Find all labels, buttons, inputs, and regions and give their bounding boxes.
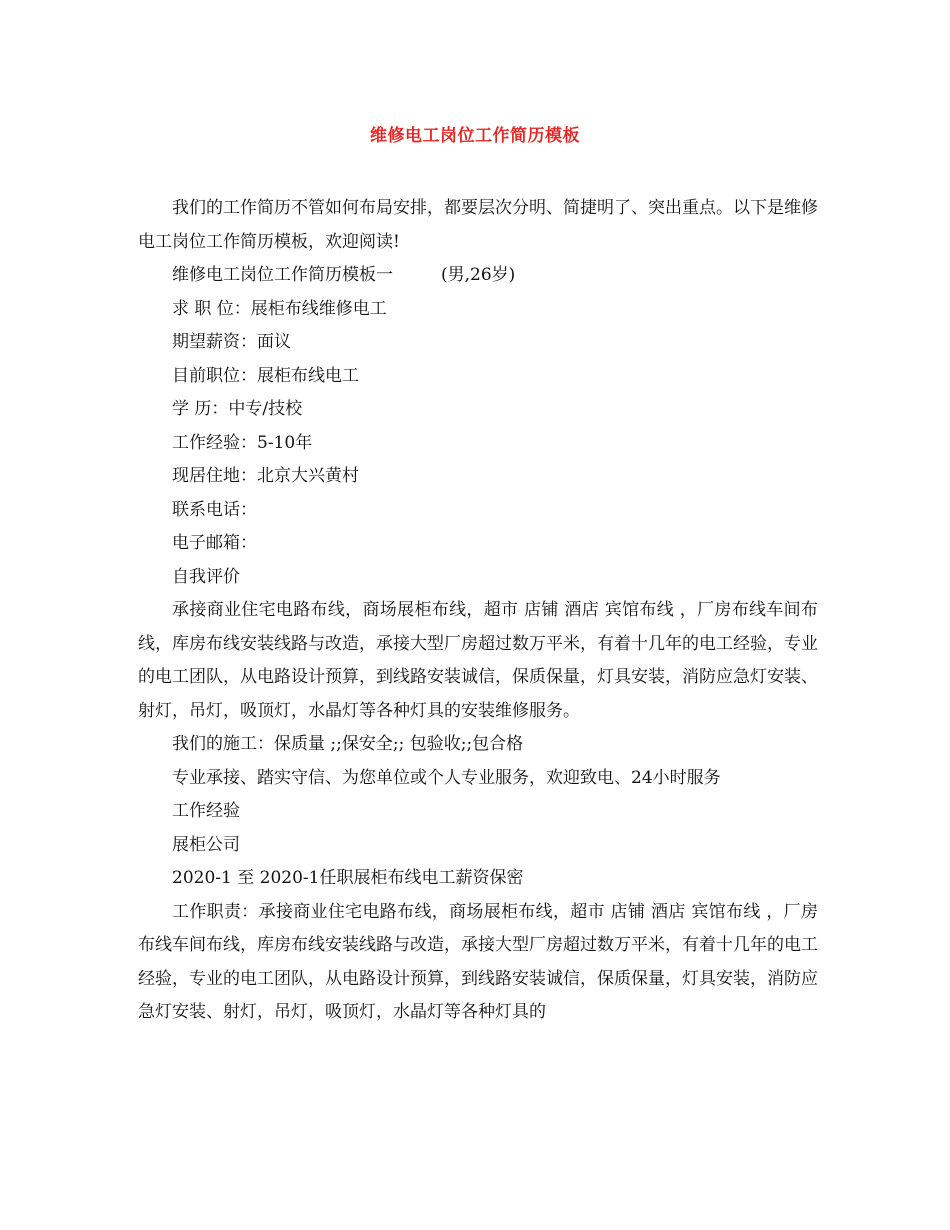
work-exp-heading: 工作经验	[172, 801, 240, 821]
tenure-line: 2020-1 至 2020-1任职展柜布线电工薪资保密	[172, 868, 524, 888]
self-eval-heading: 自我评价	[172, 566, 240, 587]
field-email: 电子邮箱：	[172, 533, 257, 553]
field-salary: 期望薪资：面议	[172, 332, 291, 352]
template-heading: 维修电工岗位工作简历模板一	[172, 265, 393, 285]
self-eval-paragraph: 承接商业住宅电路布线，商场展柜布线，超市 店铺 酒店 宾馆布线 ，厂房布线车间布线，库房布线安装线路与改造，承接大型厂房超过数万平米，有着十几年的电工经验，专业的电工团队，从电路设计预算，到线路安装诚信，保质保量，灯具安装，消防应急灯安装、射灯，吊灯，吸顶灯，水晶灯等各种灯具的安装维修服务。	[138, 600, 818, 721]
construction-line: 我们的施工：保质量 ;;保安全;; 包验收;;包合格	[172, 734, 524, 754]
intro-paragraph: 我们的工作简历不管如何布局安排，都要层次分明、简捷明了、突出重点。以下是维修电工岗位工作简历模板，欢迎阅读!	[138, 198, 818, 252]
template-gender-age: (男,26岁)	[441, 265, 516, 285]
company-name: 展柜公司	[172, 834, 240, 855]
field-education: 学 历：中专/技校	[172, 399, 303, 419]
document-title: 维修电工岗位工作简历模板	[370, 126, 580, 146]
field-current-position: 目前职位：展柜布线电工	[172, 365, 359, 386]
field-position: 求 职 位：展柜布线维修电工	[172, 298, 387, 319]
field-phone: 联系电话：	[172, 499, 257, 520]
service-line: 专业承接、踏实守信、为您单位或个人专业服务，欢迎致电、24小时服务	[172, 767, 721, 788]
field-residence: 现居住地：北京大兴黄村	[172, 466, 359, 486]
field-experience: 工作经验：5-10年	[172, 432, 313, 453]
duties-paragraph: 工作职责：承接商业住宅电路布线，商场展柜布线，超市 店铺 酒店 宾馆布线 ，厂房布线车间布线，库房布线安装线路与改造，承接大型厂房超过数万平米，有着十几年的电工经验，专业的电工团队，从电路设计预算，到线路安装诚信，保质保量，灯具安装，消防应急灯安装、射灯，吊灯，吸顶灯，水晶灯等各种灯具的	[138, 901, 818, 1022]
template-heading-line	[138, 259, 818, 293]
document-body	[138, 192, 818, 1030]
